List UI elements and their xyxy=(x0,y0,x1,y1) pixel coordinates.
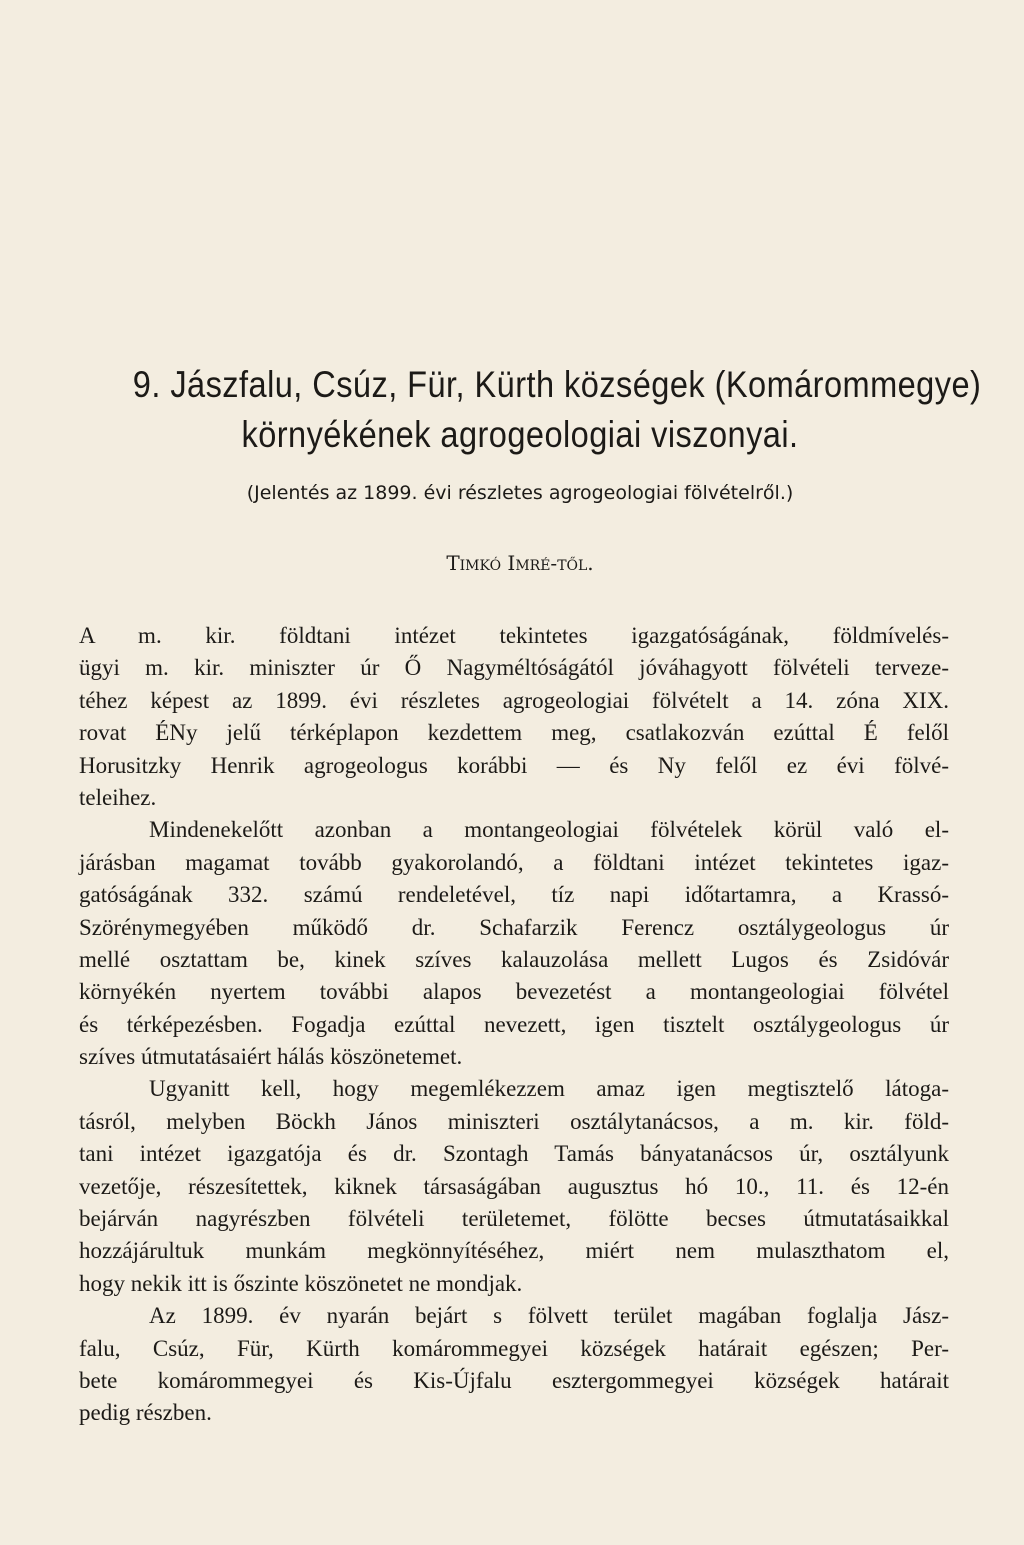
body-line: tásról, melyben Böckh János miniszteri osztálytanácsos, a m. kir. föld- xyxy=(79,1108,949,1134)
subtitle: (Jelentés az 1899. évi részletes agrogeologiai fölvételről.) xyxy=(246,482,794,504)
body-line: Szörénymegyében működő dr. Schafarzik Ferencz osztálygeologus úr xyxy=(79,914,949,940)
body-line: bejárván nagyrészben fölvételi területemet, fölötte becses útmutatásaikkal xyxy=(79,1206,949,1232)
body-line: Az 1899. év nyarán bejárt s fölvett terület magában foglalja Jász- xyxy=(149,1303,949,1329)
body-line: ügyi m. kir. miniszter úr Ő Nagyméltóságától jóváhagyott fölvételi terveze- xyxy=(79,655,949,681)
body-text xyxy=(79,620,949,1430)
body-line: Horusitzky Henrik agrogeologus korábbi — és Ny felől ez évi fölvé- xyxy=(79,752,949,778)
body-line: szíves útmutatásaiért hálás köszönetemet. xyxy=(79,1044,463,1070)
body-line: pedig részben. xyxy=(79,1400,212,1426)
title-line-2: környékének agrogeologiai viszonyai. xyxy=(241,414,799,455)
body-line: teleihez. xyxy=(79,784,157,810)
body-line: Mindenekelőtt azonban a montangeologiai fölvételek körül való el- xyxy=(149,817,949,843)
body-line: hozzájárultuk munkám megkönnyítéséhez, miért nem mulaszthatom el, xyxy=(79,1238,949,1264)
body-line: Ugyanitt kell, hogy megemlékezzem amaz igen megtisztelő látoga- xyxy=(149,1076,949,1102)
body-line: bete komárommegyei és Kis-Újfalu esztergommegyei községek határait xyxy=(79,1367,949,1393)
body-line: téhez képest az 1899. évi részletes agrogeologiai fölvételt a 14. zóna XIX. xyxy=(79,687,949,713)
body-line: rovat ÉNy jelű térképlapon kezdettem meg, csatlakozván ezúttal É felől xyxy=(79,720,949,746)
body-line: vezetője, részesítettek, kiknek társaságában augusztus hó 10., 11. és 12-én xyxy=(79,1173,949,1199)
body-line: környékén nyertem további alapos bevezetést a montangeologiai fölvétel xyxy=(79,979,949,1005)
body-line: tani intézet igazgatója és dr. Szontagh Tamás bányatanácsos úr, osztályunk xyxy=(79,1141,949,1167)
body-line: mellé osztattam be, kinek szíves kalauzolása mellett Lugos és Zsidóvár xyxy=(79,946,949,972)
body-line: hogy nekik itt is őszinte köszönetet ne mondjak. xyxy=(79,1270,523,1296)
body-line: falu, Csúz, Für, Kürth komárommegyei községek határait egészen; Per- xyxy=(79,1335,949,1361)
body-line: gatóságának 332. számú rendeletével, tíz napi időtartamra, a Krassó- xyxy=(79,882,949,908)
body-line: A m. kir. földtani intézet tekintetes igazgatóságának, földmívelés- xyxy=(79,623,949,648)
author: Timkó Imré-től. xyxy=(446,551,594,575)
body-line: járásban magamat tovább gyakorolandó, a földtani intézet tekintetes igaz- xyxy=(79,849,949,875)
body-line: és térképezésben. Fogadja ezúttal nevezett, igen tisztelt osztálygeologus úr xyxy=(79,1011,949,1037)
title-line-1: 9. Jászfalu, Csúz, Für, Kürth községek (Komárommegye) xyxy=(132,364,982,405)
